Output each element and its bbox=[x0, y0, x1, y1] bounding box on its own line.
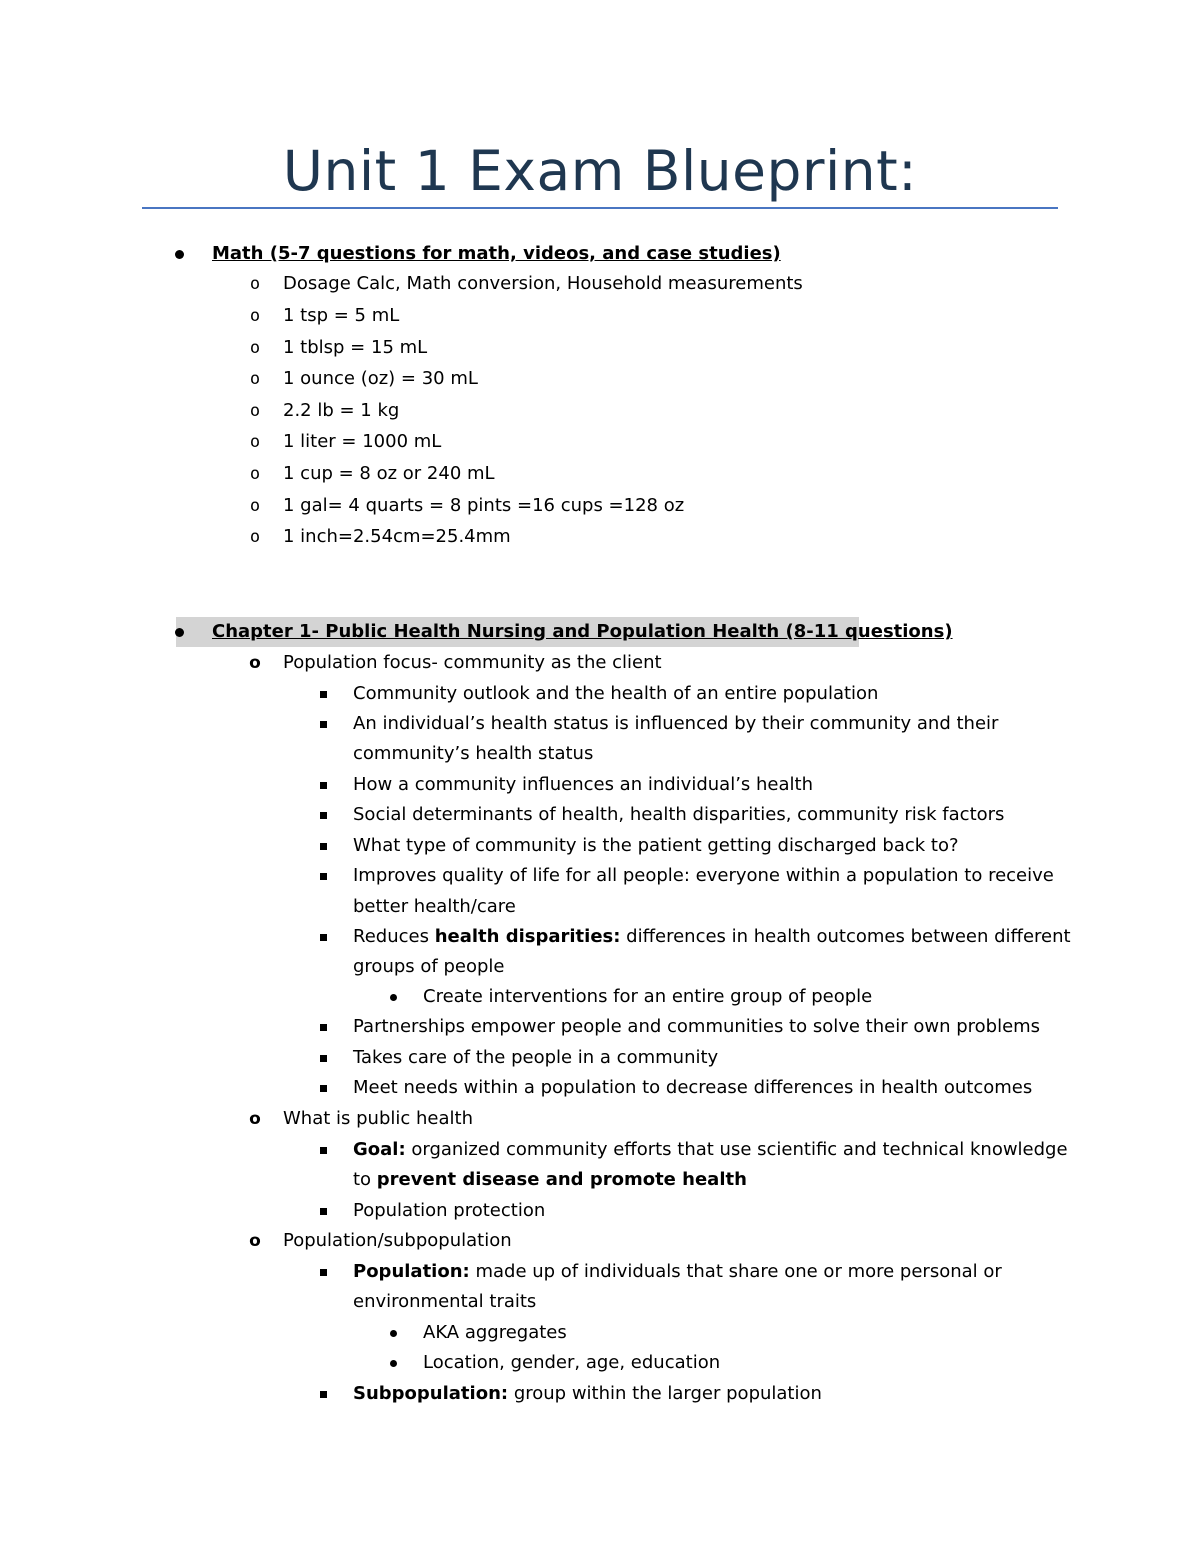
bullet-icon bbox=[386, 1318, 400, 1348]
term-subpopulation: Subpopulation: bbox=[353, 1383, 509, 1404]
bullet-icon bbox=[170, 239, 188, 269]
heading-text: Chapter 1- Public Health Nursing and Population Health (8-11 questions) bbox=[212, 621, 953, 642]
hollow-bullet-icon: o bbox=[249, 653, 261, 673]
square-bullet-icon bbox=[316, 800, 330, 830]
title-underline bbox=[142, 207, 1058, 209]
square-bullet-icon bbox=[316, 1257, 330, 1287]
hollow-bullet-icon: o bbox=[249, 1109, 261, 1129]
bullet-icon bbox=[386, 1348, 400, 1378]
term-goal: Goal: bbox=[353, 1139, 406, 1160]
square-bullet-icon bbox=[316, 922, 330, 952]
square-bullet-icon bbox=[316, 1196, 330, 1226]
term-prevent-disease: prevent disease and promote health bbox=[376, 1169, 747, 1190]
square-bullet-icon bbox=[316, 709, 330, 739]
term-population: Population: bbox=[353, 1261, 470, 1282]
hollow-bullet-icon: o bbox=[249, 274, 261, 294]
heading-text: Math (5-7 questions for math, videos, and case studies) bbox=[212, 243, 781, 264]
hollow-bullet-icon: o bbox=[249, 401, 261, 421]
page-title: Unit 1 Exam Blueprint: bbox=[282, 139, 918, 203]
hollow-bullet-icon: o bbox=[249, 369, 261, 389]
hollow-bullet-icon: o bbox=[249, 306, 261, 326]
square-bullet-icon bbox=[316, 1135, 330, 1165]
bullet-icon bbox=[386, 982, 400, 1012]
square-bullet-icon bbox=[316, 770, 330, 800]
hollow-bullet-icon: o bbox=[249, 432, 261, 452]
square-bullet-icon bbox=[316, 861, 330, 891]
hollow-bullet-icon: o bbox=[249, 338, 261, 358]
term-health-disparities: health disparities: bbox=[434, 926, 621, 947]
bullet-icon bbox=[170, 617, 188, 647]
square-bullet-icon bbox=[316, 1043, 330, 1073]
square-bullet-icon bbox=[316, 1379, 330, 1409]
square-bullet-icon bbox=[316, 1012, 330, 1042]
hollow-bullet-icon: o bbox=[249, 496, 261, 516]
square-bullet-icon bbox=[316, 831, 330, 861]
hollow-bullet-icon: o bbox=[249, 1231, 261, 1251]
hollow-bullet-icon: o bbox=[249, 527, 261, 547]
square-bullet-icon bbox=[316, 679, 330, 709]
square-bullet-icon bbox=[316, 1073, 330, 1103]
hollow-bullet-icon: o bbox=[249, 464, 261, 484]
